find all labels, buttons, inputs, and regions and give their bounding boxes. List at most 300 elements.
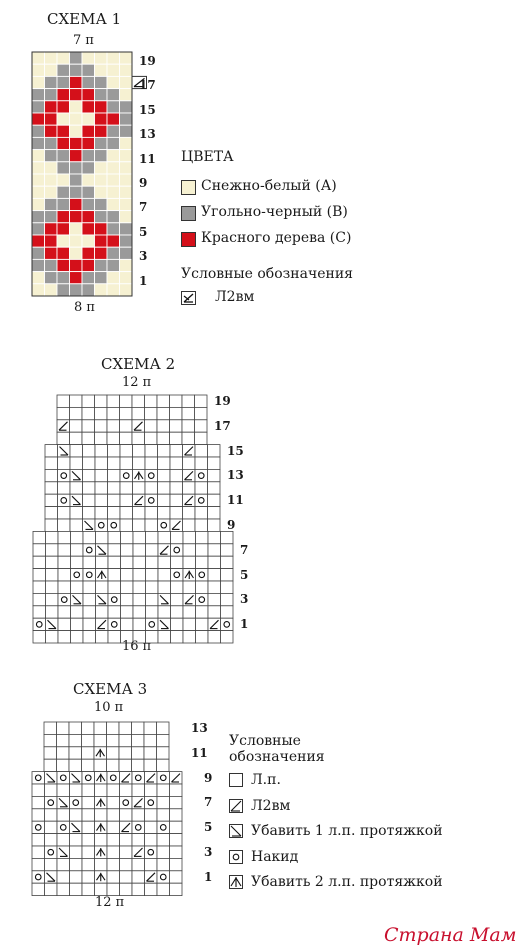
stitch-cell (170, 858, 183, 870)
stitch-cell (183, 544, 196, 556)
color-cell (95, 211, 108, 223)
stitch-cell (71, 531, 84, 543)
knit-stitch-icon (229, 773, 243, 787)
color-cell (70, 76, 83, 88)
stitch-cell (183, 618, 196, 630)
color-cell (107, 89, 120, 101)
stitch-cell (121, 569, 134, 581)
stitch-cell (157, 759, 170, 771)
stitch-cell (133, 618, 146, 630)
color-cell (120, 101, 133, 113)
stitch-cell (70, 796, 83, 808)
stitch-cell (157, 420, 170, 432)
color-cell (70, 162, 83, 174)
stitch-cell (33, 569, 46, 581)
stitch-cell (108, 507, 121, 519)
scheme3-title: СХЕМА 3 (73, 680, 148, 698)
color-cell (95, 125, 108, 137)
stitch-cell (195, 469, 208, 481)
color-cell (120, 247, 133, 259)
stitch-cell (70, 809, 83, 821)
stitch-cell (195, 395, 208, 407)
stitch-cell (107, 871, 120, 883)
stitch-cell (57, 407, 70, 419)
stitch-cell (70, 784, 83, 796)
color-cell (95, 52, 108, 64)
stitch-cell (170, 796, 183, 808)
stitch-cell (107, 821, 120, 833)
color-cell (120, 52, 133, 64)
stitch-cell (208, 457, 221, 469)
stitch-cell (158, 531, 171, 543)
color-cell (45, 76, 58, 88)
color-cell (32, 101, 45, 113)
stitch-cell (157, 747, 170, 759)
stitch-cell (95, 445, 108, 457)
stitch-cell (208, 519, 221, 531)
stitch-cell (70, 846, 83, 858)
stitch-cell (146, 606, 159, 618)
stitch-cell (171, 581, 184, 593)
color-cell (82, 259, 95, 271)
stitch-cell (196, 531, 209, 543)
stitch-cell (71, 606, 84, 618)
stitch-cell (108, 581, 121, 593)
stitch-cell (57, 784, 70, 796)
color-cell (32, 211, 45, 223)
color-cell (82, 64, 95, 76)
stitch-cell (170, 834, 183, 846)
stitch-cell (57, 858, 70, 870)
color-cell (107, 272, 120, 284)
stitch-cell (95, 809, 108, 821)
stitch-cell (183, 457, 196, 469)
stitch-cell (108, 544, 121, 556)
stitch-cell (69, 734, 82, 746)
color-cell (95, 64, 108, 76)
row-number: 7 (139, 200, 148, 215)
stitch-cell (121, 531, 134, 543)
stitch-cell (182, 407, 195, 419)
stitch-cell (145, 507, 158, 519)
color-cell (107, 284, 120, 296)
stitch-cell (146, 618, 159, 630)
stitch-cell (146, 593, 159, 605)
color-cell (120, 162, 133, 174)
row-number: 1 (240, 617, 249, 632)
stitch-cell (146, 581, 159, 593)
stitch-cell (120, 871, 133, 883)
color-cell (120, 174, 133, 186)
stitch-cell (221, 618, 234, 630)
stitch-cell (95, 469, 108, 481)
stitch-cell (208, 631, 221, 643)
color-cell (120, 186, 133, 198)
stitch-cell (195, 519, 208, 531)
symbols-title: Условные обозначения (181, 266, 354, 282)
color-cell (57, 235, 70, 247)
stitch-cell (170, 784, 183, 796)
row-number: 5 (240, 567, 249, 582)
stitch-cell (95, 407, 108, 419)
stitch-cell (108, 519, 121, 531)
stitch-cell (195, 445, 208, 457)
stitch-cell (45, 883, 58, 895)
stitch-cell (170, 420, 183, 432)
stitch-cell (132, 834, 145, 846)
stitch-cell (57, 722, 70, 734)
color-cell (120, 125, 133, 137)
color-cell (95, 137, 108, 149)
color-cell (70, 52, 83, 64)
color-cell (57, 223, 70, 235)
color-cell (95, 223, 108, 235)
stitch-cell (108, 556, 121, 568)
color-cell (45, 186, 58, 198)
stitch-cell (145, 821, 158, 833)
stitch-cell (145, 796, 158, 808)
color-cell (57, 247, 70, 259)
color-cell (57, 113, 70, 125)
color-cell (45, 272, 58, 284)
stitch-cell (157, 846, 170, 858)
color-cell (70, 137, 83, 149)
color-cell (57, 284, 70, 296)
stitch-cell (57, 834, 70, 846)
stitch-cell (145, 432, 158, 444)
color-cell (45, 89, 58, 101)
stitch-cell (158, 631, 171, 643)
stitch-cell (44, 734, 57, 746)
stitch-cell (221, 606, 234, 618)
legend-label: Убавить 1 л.п. протяжкой (251, 823, 443, 839)
row-number: 9 (139, 176, 148, 190)
color-cell (82, 137, 95, 149)
stitch-cell (57, 883, 70, 895)
stitch-cell (69, 747, 82, 759)
stitch-cell (182, 395, 195, 407)
stitch-cell (132, 432, 145, 444)
stitch-cell (195, 420, 208, 432)
stitch-cell (120, 796, 133, 808)
stitch-cell (120, 834, 133, 846)
stitch-cell (145, 834, 158, 846)
color-cell (45, 223, 58, 235)
right-decrease-icon (229, 824, 243, 838)
stitch-cell (70, 883, 83, 895)
stitch-cell (195, 457, 208, 469)
stitch-cell (108, 445, 121, 457)
stitch-cell (108, 631, 121, 643)
stitch-cell (170, 871, 183, 883)
color-cell (120, 259, 133, 271)
color-cell (32, 186, 45, 198)
stitch-cell (45, 784, 58, 796)
color-cell (95, 101, 108, 113)
stitch-cell (120, 407, 133, 419)
stitch-cell (83, 618, 96, 630)
stitch-cell (71, 556, 84, 568)
stitch-cell (83, 457, 96, 469)
scheme1-bottom-label: 8 п (74, 300, 96, 315)
color-cell (107, 137, 120, 149)
color-cell (120, 76, 133, 88)
stitch-cell (158, 494, 171, 506)
color-cell (82, 284, 95, 296)
stitch-cell (208, 531, 221, 543)
stitch-cell (120, 858, 133, 870)
stitch-cell (120, 395, 133, 407)
stitch-cell (157, 772, 170, 784)
stitch-cell (121, 606, 134, 618)
stitch-cell (170, 482, 183, 494)
stitch-cell (171, 618, 184, 630)
stitch-cell (132, 871, 145, 883)
stitch-cell (70, 420, 83, 432)
row-number: 1 (204, 869, 213, 884)
stitch-cell (45, 469, 58, 481)
stitch-cell (133, 457, 146, 469)
stitch-cell (58, 457, 71, 469)
stitch-cell (133, 569, 146, 581)
stitch-cell (145, 809, 158, 821)
stitch-cell (119, 722, 132, 734)
stitch-cell (83, 507, 96, 519)
stitch-cell (170, 883, 183, 895)
color-cell (70, 125, 83, 137)
stitch-cell (83, 445, 96, 457)
color-cell (120, 150, 133, 162)
stitch-cell (170, 494, 183, 506)
stitch-cell (157, 395, 170, 407)
stitch-cell (157, 821, 170, 833)
stitch-cell (145, 494, 158, 506)
color-cell (107, 174, 120, 186)
stitch-cell (158, 507, 171, 519)
stitch-cell (208, 469, 221, 481)
stitch-cell (171, 569, 184, 581)
row-number: 17 (139, 78, 156, 93)
stitch-cell (82, 432, 95, 444)
color-cell (57, 76, 70, 88)
stitch-cell (145, 457, 158, 469)
color-cell (82, 125, 95, 137)
color-cell (82, 113, 95, 125)
color-cell (32, 76, 45, 88)
stitch-cell (58, 593, 71, 605)
row-number: 3 (240, 592, 249, 607)
stitch-cell (144, 722, 157, 734)
stitch-cell (144, 759, 157, 771)
stitch-cell (57, 395, 70, 407)
stitch-cell (170, 821, 183, 833)
color-cell (82, 162, 95, 174)
color-cell (45, 284, 58, 296)
stitch-cell (70, 407, 83, 419)
stitch-cell (82, 784, 95, 796)
color-cell (82, 76, 95, 88)
stitch-cell (83, 593, 96, 605)
stitch-cell (221, 593, 234, 605)
stitch-cell (82, 883, 95, 895)
stitch-cell (33, 631, 46, 643)
stitch-cell (208, 544, 221, 556)
stitch-cell (121, 618, 134, 630)
color-cell (95, 259, 108, 271)
stitch-cell (45, 457, 58, 469)
stitch-cell (58, 618, 71, 630)
color-cell (120, 198, 133, 210)
color-cell (57, 211, 70, 223)
stitch-cell (95, 507, 108, 519)
row-number: 13 (227, 468, 244, 483)
stitch-cell (108, 482, 121, 494)
stitch-cell (57, 747, 70, 759)
stitch-cell (107, 796, 120, 808)
color-cell (70, 174, 83, 186)
color-label: Красного дерева (С) (201, 230, 352, 246)
stitch-cell (195, 407, 208, 419)
scheme3-top-label: 10 п (94, 700, 124, 715)
color-cell (95, 272, 108, 284)
stitch-cell (120, 432, 133, 444)
color-cell (82, 211, 95, 223)
stitch-cell (145, 420, 158, 432)
stitch-cell (96, 631, 109, 643)
stitch-cell (96, 581, 109, 593)
stitch-cell (108, 457, 121, 469)
stitch-cell (82, 395, 95, 407)
stitch-cell (133, 593, 146, 605)
stitch-cell (183, 606, 196, 618)
stitch-cell (32, 883, 45, 895)
stitch-cell (46, 531, 59, 543)
color-cell (107, 235, 120, 247)
row-number: 5 (204, 820, 213, 835)
stitch-cell (157, 883, 170, 895)
stitch-cell (46, 556, 59, 568)
stitch-cell (70, 871, 83, 883)
stitch-cell (71, 581, 84, 593)
stitch-cell (146, 531, 159, 543)
color-cell (120, 137, 133, 149)
color-cell (57, 272, 70, 284)
stitch-cell (196, 569, 209, 581)
legend-title-line2: обозначения (229, 749, 325, 765)
stitch-cell (82, 772, 95, 784)
stitch-cell (70, 519, 83, 531)
stitch-cell (120, 445, 133, 457)
scheme3-bottom-label: 12 п (95, 895, 125, 910)
color-cell (32, 223, 45, 235)
color-cell (107, 150, 120, 162)
color-cell (107, 64, 120, 76)
color-cell (95, 186, 108, 198)
stitch-cell (182, 420, 195, 432)
color-cell (120, 113, 133, 125)
stitch-cell (145, 846, 158, 858)
color-cell (120, 89, 133, 101)
stitch-cell (44, 747, 57, 759)
color-cell (32, 272, 45, 284)
stitch-cell (107, 420, 120, 432)
color-cell (57, 162, 70, 174)
stitch-cell (221, 544, 234, 556)
stitch-cell (195, 507, 208, 519)
color-cell (57, 259, 70, 271)
stitch-cell (45, 809, 58, 821)
stitch-cell (33, 544, 46, 556)
stitch-cell (221, 531, 234, 543)
symbol-label-l2vm: Л2вм (215, 289, 255, 305)
row-number: 15 (139, 102, 156, 117)
scheme2-title: СХЕМА 2 (101, 355, 176, 373)
color-cell (95, 235, 108, 247)
stitch-cell (120, 482, 133, 494)
row-number: 1 (139, 273, 148, 288)
row-number: 15 (227, 443, 244, 458)
stitch-cell (57, 759, 70, 771)
stitch-cell (45, 796, 58, 808)
stitch-cell (32, 796, 45, 808)
stitch-cell (171, 593, 184, 605)
stitch-cell (94, 759, 107, 771)
color-cell (95, 113, 108, 125)
color-cell (57, 137, 70, 149)
stitch-cell (183, 519, 196, 531)
stitch-cell (82, 747, 95, 759)
stitch-cell (108, 606, 121, 618)
stitch-cell (133, 445, 146, 457)
stitch-cell (157, 858, 170, 870)
color-cell (32, 64, 45, 76)
stitch-cell (108, 569, 121, 581)
stitch-cell (145, 469, 158, 481)
stitch-cell (95, 457, 108, 469)
stitch-cell (221, 581, 234, 593)
color-cell (120, 235, 133, 247)
color-label: Снежно-белый (А) (201, 178, 337, 194)
stitch-cell (145, 407, 158, 419)
stitch-cell (158, 457, 171, 469)
row-number: 19 (139, 54, 156, 68)
stitch-cell (46, 544, 59, 556)
stitch-cell (183, 531, 196, 543)
stitch-cell (120, 519, 133, 531)
stitch-cell (32, 784, 45, 796)
stitch-cell (196, 631, 209, 643)
stitch-cell (107, 759, 120, 771)
stitch-cell (196, 606, 209, 618)
color-cell (107, 101, 120, 113)
color-cell (70, 198, 83, 210)
stitch-cell (132, 858, 145, 870)
stitch-cell (71, 618, 84, 630)
stitch-cell (158, 519, 171, 531)
color-cell (57, 89, 70, 101)
left-decrease-icon (181, 290, 196, 304)
stitch-cell (82, 821, 95, 833)
stitch-cell (83, 569, 96, 581)
stitch-cell (45, 858, 58, 870)
stitch-cell (58, 544, 71, 556)
stitch-cell (57, 871, 70, 883)
stitch-cell (121, 544, 134, 556)
stitch-cell (133, 507, 146, 519)
stitch-cell (120, 809, 133, 821)
stitch-cell (83, 581, 96, 593)
color-cell (107, 198, 120, 210)
